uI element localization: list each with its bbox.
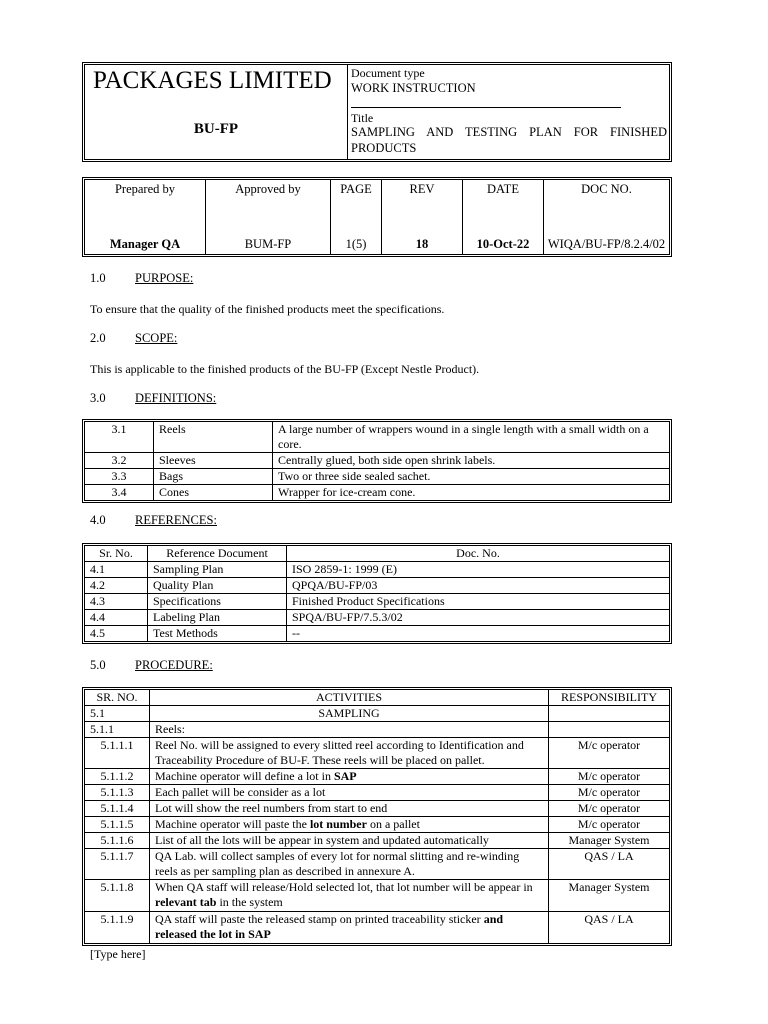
table-row <box>85 722 669 738</box>
table-row <box>85 626 669 642</box>
doc-type-label: Document type <box>351 66 425 80</box>
proc-activity: Reels: <box>150 722 549 738</box>
table-row <box>85 880 669 912</box>
section-title: PURPOSE: <box>135 271 194 285</box>
proc-responsibility: QAS / LA <box>549 912 670 944</box>
table-row <box>85 738 669 769</box>
document-info-table <box>82 177 672 257</box>
rev-label: REV <box>409 182 435 196</box>
ref-doc-no: -- <box>287 626 670 642</box>
ref-doc-no: Finished Product Specifications <box>287 594 670 610</box>
column-header: Doc. No. <box>287 546 670 562</box>
activity-text: Machine operator will define a lot in <box>155 769 334 783</box>
table-row <box>85 610 669 626</box>
ref-number: 4.3 <box>85 594 148 610</box>
ref-doc-no: QPQA/BU-FP/03 <box>287 578 670 594</box>
def-description: A large number of wrappers wound in a single length with a small width on a core. <box>273 422 670 453</box>
ref-document: Test Methods <box>148 626 287 642</box>
section-number: 4.0 <box>90 513 106 527</box>
section-purpose-heading <box>90 271 193 286</box>
date-cell <box>463 180 544 254</box>
ref-document: Labeling Plan <box>148 610 287 626</box>
proc-number: 5.1.1.4 <box>85 801 150 817</box>
activity-text: on a pallet <box>366 817 420 831</box>
proc-responsibility: M/c operator <box>549 801 670 817</box>
column-header: Reference Document <box>148 546 287 562</box>
definitions-table <box>82 419 672 503</box>
table-row <box>85 422 669 453</box>
table-row <box>85 594 669 610</box>
def-number: 3.1 <box>85 422 154 453</box>
table-row <box>85 912 669 944</box>
date-label: DATE <box>487 182 519 196</box>
proc-number: 5.1.1.9 <box>85 912 150 944</box>
proc-responsibility: M/c operator <box>549 738 670 769</box>
proc-responsibility <box>549 722 670 738</box>
def-description: Wrapper for ice-cream cone. <box>273 485 670 501</box>
def-number: 3.4 <box>85 485 154 501</box>
def-number: 3.3 <box>85 469 154 485</box>
activity-bold-text: and released the lot in SAP <box>155 912 504 941</box>
approved-by-label: Approved by <box>235 182 301 196</box>
purpose-text: To ensure that the quality of the finished products meet the specifications. <box>90 302 445 316</box>
def-term: Reels <box>154 422 273 453</box>
table-row <box>85 849 669 880</box>
page-label: PAGE <box>340 182 372 196</box>
section-number: 1.0 <box>90 271 106 285</box>
proc-activity <box>150 880 549 912</box>
activity-bold-text: lot number <box>309 817 367 831</box>
table-row <box>85 769 669 785</box>
column-header: ACTIVITIES <box>150 690 549 706</box>
proc-number: 5.1.1.5 <box>85 817 150 833</box>
proc-number: 5.1.1.8 <box>85 880 150 912</box>
table-header-row <box>85 690 669 706</box>
activity-text: Machine operator will paste the <box>155 817 310 831</box>
table-row <box>85 562 669 578</box>
proc-number: 5.1 <box>85 706 150 722</box>
business-unit: BU-FP <box>193 121 239 137</box>
table-row <box>85 578 669 594</box>
section-number: 2.0 <box>90 331 106 345</box>
table-row <box>85 817 669 833</box>
proc-activity <box>150 817 549 833</box>
ref-number: 4.5 <box>85 626 148 642</box>
proc-responsibility: M/c operator <box>549 817 670 833</box>
table-row <box>85 453 669 469</box>
proc-number: 5.1.1.2 <box>85 769 150 785</box>
section-title: PROCEDURE: <box>135 658 213 672</box>
date-value: 10-Oct-22 <box>476 237 530 251</box>
table-row <box>85 801 669 817</box>
ref-document: Quality Plan <box>148 578 287 594</box>
proc-activity <box>150 769 549 785</box>
section-scope-heading <box>90 331 177 346</box>
section-procedure-heading <box>90 658 213 673</box>
prepared-by-cell <box>85 180 206 254</box>
proc-activity <box>150 912 549 944</box>
ref-document: Sampling Plan <box>148 562 287 578</box>
document-header <box>82 62 672 162</box>
doc-no-label: DOC NO. <box>581 182 632 196</box>
column-header: SR. NO. <box>85 690 150 706</box>
proc-number: 5.1.1.1 <box>85 738 150 769</box>
proc-number: 5.1.1.3 <box>85 785 150 801</box>
proc-number: 5.1.1 <box>85 722 150 738</box>
proc-activity: Each pallet will be consider as a lot <box>150 785 549 801</box>
footer-placeholder: [Type here] <box>90 947 146 961</box>
proc-responsibility: Manager System <box>549 880 670 912</box>
proc-responsibility: M/c operator <box>549 785 670 801</box>
ref-number: 4.4 <box>85 610 148 626</box>
procedure-table <box>82 687 672 946</box>
ref-number: 4.1 <box>85 562 148 578</box>
scope-text: This is applicable to the finished products of the BU-FP (Except Nestle Product). <box>90 362 480 376</box>
header-divider <box>351 107 621 108</box>
doc-no-cell <box>544 180 670 254</box>
activity-text: When QA staff will release/Hold selected lot, that lot number will be appear in <box>155 880 533 894</box>
column-header: Sr. No. <box>85 546 148 562</box>
page-cell <box>331 180 382 254</box>
table-row <box>85 785 669 801</box>
section-number: 5.0 <box>90 658 106 672</box>
title-line-1: SAMPLING AND TESTING PLAN FOR FINISHED <box>351 125 667 139</box>
def-description: Two or three side sealed sachet. <box>273 469 670 485</box>
def-number: 3.2 <box>85 453 154 469</box>
section-number: 3.0 <box>90 391 106 405</box>
references-table <box>82 543 672 644</box>
table-header-row <box>85 546 669 562</box>
ref-number: 4.2 <box>85 578 148 594</box>
proc-responsibility: QAS / LA <box>549 849 670 880</box>
doc-no-value: WIQA/BU-FP/8.2.4/02 <box>547 237 666 251</box>
proc-activity: Reel No. will be assigned to every slitted reel according to Identification and Traceability Procedure of BU-F. These reels will be placed on pallet. <box>150 738 549 769</box>
column-header: RESPONSIBILITY <box>549 690 670 706</box>
table-row <box>85 706 669 722</box>
def-term: Bags <box>154 469 273 485</box>
def-term: Cones <box>154 485 273 501</box>
proc-responsibility: Manager System <box>549 833 670 849</box>
def-description: Centrally glued, both side open shrink labels. <box>273 453 670 469</box>
table-row <box>85 485 669 501</box>
ref-doc-no: ISO 2859-1: 1999 (E) <box>287 562 670 578</box>
title-line-2: PRODUCTS <box>351 141 417 155</box>
doc-type-value: WORK INSTRUCTION <box>351 81 476 95</box>
rev-cell <box>382 180 463 254</box>
company-block <box>85 65 348 159</box>
proc-responsibility: M/c operator <box>549 769 670 785</box>
activity-bold-text: SAP <box>333 769 357 783</box>
proc-activity: SAMPLING <box>150 706 549 722</box>
prepared-by-value: Manager QA <box>109 237 181 251</box>
activity-text: in the system <box>216 895 283 909</box>
def-term: Sleeves <box>154 453 273 469</box>
prepared-by-label: Prepared by <box>114 182 176 196</box>
activity-bold-text: relevant tab <box>155 895 217 909</box>
rev-value: 18 <box>415 237 429 251</box>
page-value: 1(5) <box>345 237 367 251</box>
proc-activity: Lot will show the reel numbers from start to end <box>150 801 549 817</box>
ref-doc-no: SPQA/BU-FP/7.5.3/02 <box>287 610 670 626</box>
company-name: PACKAGES LIMITED <box>93 67 332 94</box>
activity-text: QA staff will paste the released stamp on printed traceability sticker <box>155 912 484 926</box>
proc-activity: QA Lab. will collect samples of every lot for normal slitting and re-winding reels as per sampling plan as described in annexure A. <box>150 849 549 880</box>
approved-by-cell <box>206 180 331 254</box>
proc-number: 5.1.1.7 <box>85 849 150 880</box>
table-row <box>85 833 669 849</box>
approved-by-value: BUM-FP <box>244 237 292 251</box>
section-references-heading <box>90 513 217 528</box>
title-label: Title <box>351 111 374 125</box>
section-definitions-heading <box>90 391 216 406</box>
ref-document: Specifications <box>148 594 287 610</box>
section-title: REFERENCES: <box>135 513 217 527</box>
proc-activity: List of all the lots will be appear in system and updated automatically <box>150 833 549 849</box>
proc-number: 5.1.1.6 <box>85 833 150 849</box>
proc-responsibility <box>549 706 670 722</box>
section-title: DEFINITIONS: <box>135 391 217 405</box>
section-title: SCOPE: <box>135 331 178 345</box>
table-row <box>85 469 669 485</box>
